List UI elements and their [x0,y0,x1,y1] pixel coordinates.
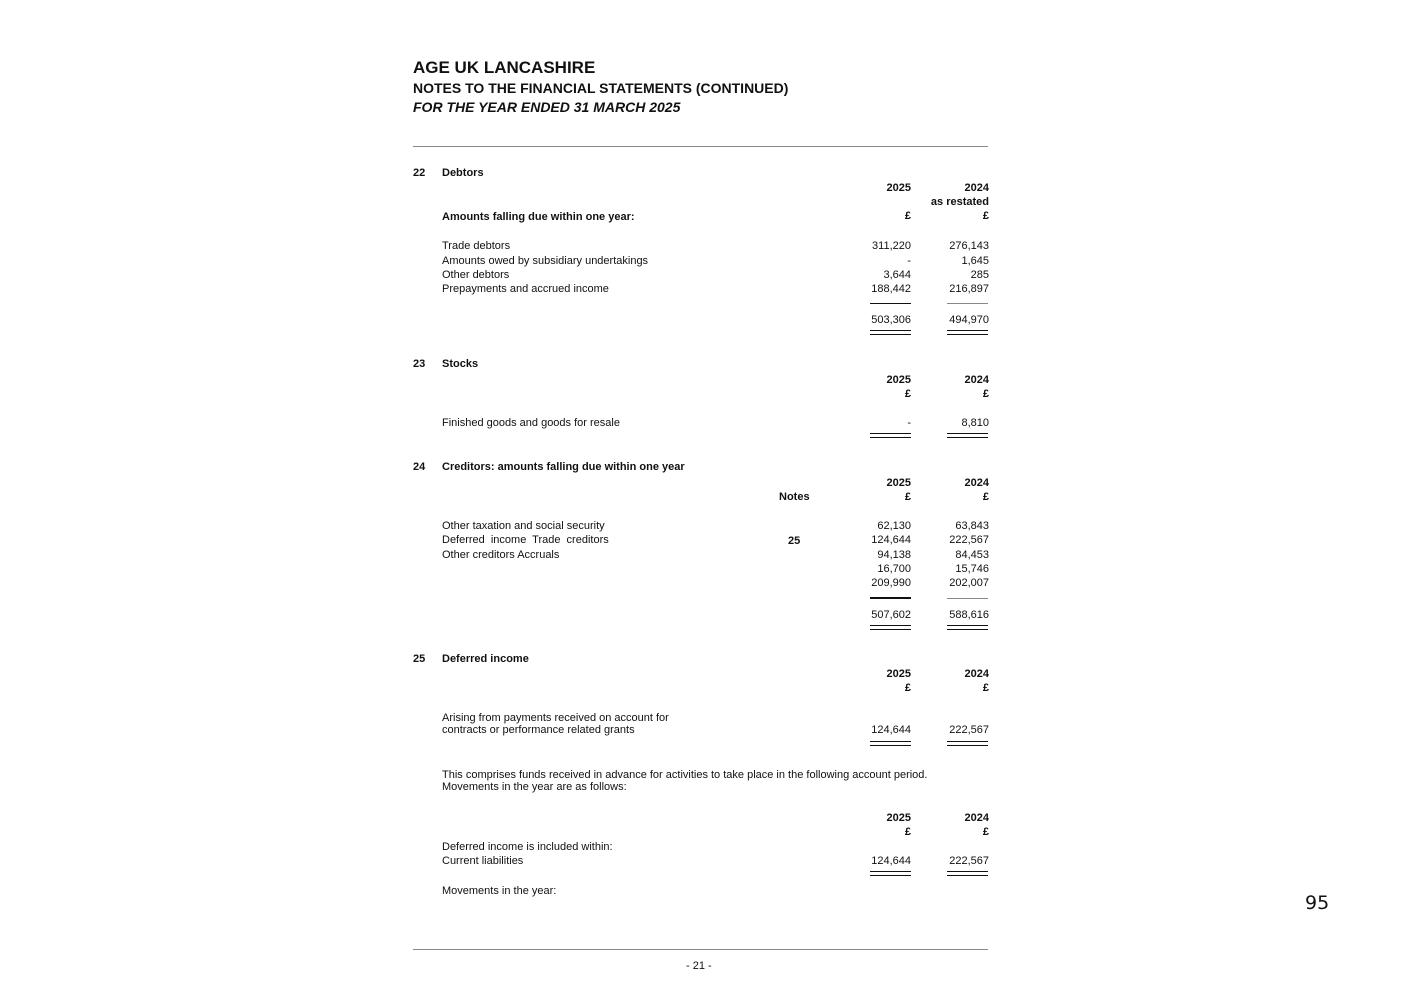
row-label: Other debtors [442,269,510,281]
value-2024: 15,746 [955,563,989,575]
subheading: Amounts falling due within one year: [442,211,635,223]
currency-2024: £ [982,210,989,222]
row-label: Deferred income is included within: [442,841,613,853]
total-double-rule [870,330,911,335]
currency-2025: £ [904,682,911,694]
total-double-rule [947,741,988,746]
currency-2024: £ [982,388,989,400]
total-2025: 503,306 [871,314,911,326]
currency-2025: £ [904,388,911,400]
movements-label: Movements in the year: [442,885,557,897]
col-header-2025: 2025 [886,374,911,386]
value-2024: 216,897 [949,283,989,295]
row-label: Current liabilities [442,855,524,867]
value-2025: 16,700 [877,563,911,575]
value-2025: 94,138 [877,549,911,561]
row-label: Arising from payments received on account for [442,712,669,724]
notes-column-header: Notes [779,491,810,503]
value-2025: - [907,417,911,429]
col-header-2025: 2025 [886,812,911,824]
currency-2025: £ [904,491,911,503]
note-title: Stocks [442,358,479,370]
col-header-2025: 2025 [886,477,911,489]
note-title: Deferred income [442,653,529,665]
note-number: 23 [413,358,426,370]
footer-rule [413,949,988,950]
value-2025: 209,990 [871,577,911,589]
total-double-rule [870,433,911,438]
total-double-rule [870,625,911,630]
value-2025: - [907,255,911,267]
note-title: Creditors: amounts falling due within one year [442,461,685,473]
currency-2025: £ [904,210,911,222]
total-2024: 494,970 [949,314,989,326]
subtotal-rule [870,597,911,599]
value-2024: 276,143 [949,240,989,252]
col-header-2024: 2024 [964,477,989,489]
row-label: Finished goods and goods for resale [442,417,620,429]
currency-2024: £ [982,826,989,838]
total-double-rule [870,871,911,876]
total-double-rule [870,741,911,746]
value-2025: 62,130 [877,520,911,532]
total-double-rule [947,433,988,438]
value-2025: 124,644 [871,855,911,867]
row-label: Other taxation and social security [442,520,605,532]
value-2024: 222,567 [949,855,989,867]
col-header-2024: 2024 [964,374,989,386]
total-2024: 588,616 [949,609,989,621]
value-2024: 84,453 [955,549,989,561]
note-number: 22 [413,167,426,179]
col-header-2025: 2025 [886,182,911,194]
row-label: Other creditors Accruals [442,549,560,561]
row-label: Deferred income Trade creditors [442,534,609,546]
subtotal-rule [870,303,911,304]
total-double-rule [947,871,988,876]
explanation-paragraph: Movements in the year are as follows: [442,781,627,793]
total-2025: 507,602 [871,609,911,621]
value-2024: 1,645 [961,255,989,267]
currency-2025: £ [904,826,911,838]
value-2024: 63,843 [955,520,989,532]
side-page-number: 95 [1305,892,1330,914]
value-2024: 202,007 [949,577,989,589]
value-2025: 3,644 [883,269,911,281]
value-2024: 222,567 [949,534,989,546]
header-rule [413,146,988,147]
subtotal-rule [947,303,988,304]
value-2025: 124,644 [871,534,911,546]
currency-2024: £ [982,682,989,694]
col-header-2024: 2024 [964,812,989,824]
page-footer-number: - 21 - [686,960,712,972]
total-double-rule [947,330,988,335]
row-label: Prepayments and accrued income [442,283,609,295]
note-title: Debtors [442,167,484,179]
value-2025: 124,644 [871,724,911,736]
row-label: Trade debtors [442,240,511,252]
organization-title: AGE UK LANCASHIRE [413,58,596,77]
col-subheader-restated: as restated [930,196,989,208]
col-header-2024: 2024 [964,182,989,194]
col-header-2025: 2025 [886,668,911,680]
period-title: FOR THE YEAR ENDED 31 MARCH 2025 [413,99,681,115]
value-2024: 285 [970,269,989,281]
explanation-paragraph: This comprises funds received in advance for activities to take place in the following account period. [442,769,928,781]
col-header-2024: 2024 [964,668,989,680]
value-2025: 188,442 [871,283,911,295]
value-2024: 8,810 [961,417,989,429]
document-subtitle: NOTES TO THE FINANCIAL STATEMENTS (CONTINUED) [413,80,789,96]
value-2025: 311,220 [872,240,911,252]
row-label: contracts or performance related grants [442,724,635,736]
row-label: Amounts owed by subsidiary undertakings [442,255,649,267]
note-number: 25 [413,653,426,665]
value-2024: 222,567 [949,724,989,736]
note-reference: 25 [788,535,801,547]
total-double-rule [947,625,988,630]
note-number: 24 [413,461,426,473]
currency-2024: £ [982,491,989,503]
subtotal-rule [947,598,988,599]
